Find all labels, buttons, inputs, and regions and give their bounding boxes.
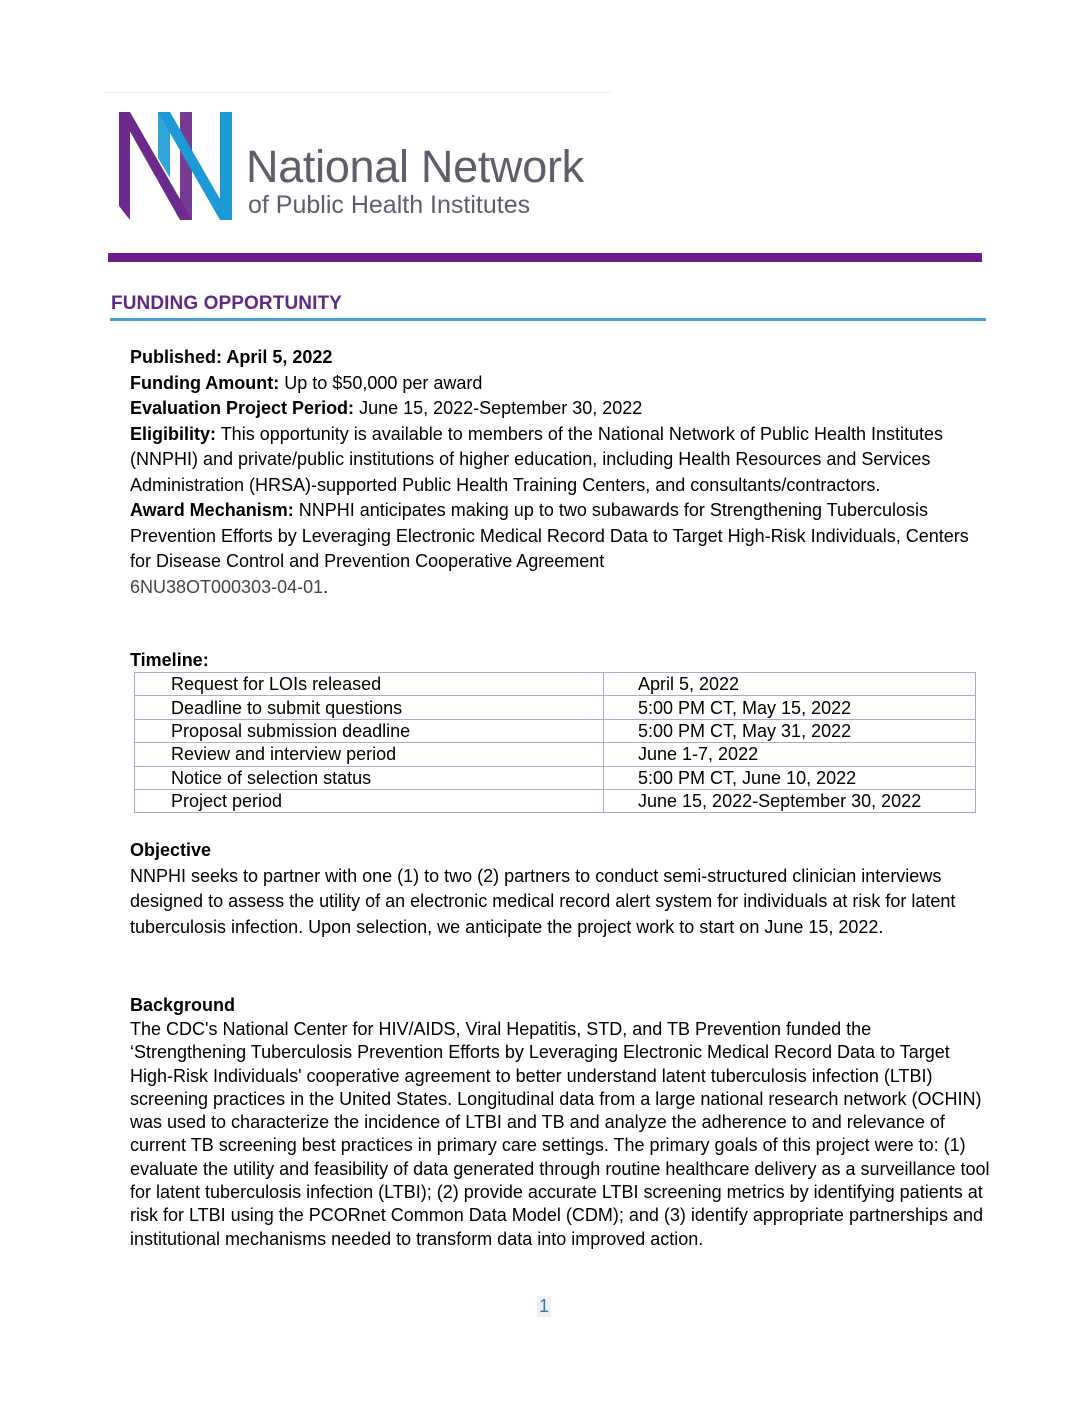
timeline-date: April 5, 2022 bbox=[604, 673, 976, 696]
timeline-table bbox=[134, 672, 976, 813]
background-text: The CDC's National Center for HIV/AIDS, Viral Hepatitis, STD, and TB Prevention funded the ‘Strengthening Tuberculosis Prevention Efforts by Leveraging Electronic Medical Record Data to Target High-Risk Individuals' cooperative agreement to better understand latent tuberculosis infection (LTBI) screening practices in the United States. Longitudinal data from a large national research network (OCHIN) was used to characterize the incidence of LTBI and TB and analyze the adherence to and relevance of current TB screening best practices in primary care settings. The primary goals of this project were to: (1) evaluate the utility and feasibility of data generated through routine healthcare delivery as a surveillance tool for latent tuberculosis infection (LTBI); (2) provide accurate LTBI screening metrics by identifying patients at risk for LTBI using the PCORnet Common Data Model (CDM); and (3) identify appropriate partnerships and institutional mechanisms needed to transform data into improved action. bbox=[130, 1019, 990, 1249]
table-row bbox=[135, 789, 976, 812]
timeline-date: 5:00 PM CT, May 15, 2022 bbox=[604, 696, 976, 719]
timeline-date: 5:00 PM CT, May 31, 2022 bbox=[604, 719, 976, 742]
table-row bbox=[135, 696, 976, 719]
funding-meta bbox=[130, 345, 990, 600]
objective-section bbox=[130, 838, 990, 940]
timeline-event: Notice of selection status bbox=[135, 766, 604, 789]
award-label: Award Mechanism: bbox=[130, 500, 294, 520]
funding-line bbox=[130, 371, 990, 397]
published-line bbox=[130, 345, 990, 371]
timeline-event: Proposal submission deadline bbox=[135, 719, 604, 742]
timeline-date: 5:00 PM CT, June 10, 2022 bbox=[604, 766, 976, 789]
org-name-line1: National Network bbox=[246, 141, 584, 192]
funding-label: Funding Amount: bbox=[130, 372, 280, 393]
timeline-date: June 1-7, 2022 bbox=[604, 743, 976, 766]
objective-heading: Objective bbox=[130, 840, 212, 860]
period-value: June 15, 2022-September 30, 2022 bbox=[354, 398, 643, 418]
section-title-underline bbox=[110, 318, 986, 321]
period-label: Evaluation Project Period: bbox=[130, 398, 355, 418]
table-row bbox=[135, 743, 976, 766]
background-heading: Background bbox=[130, 995, 236, 1015]
table-row bbox=[135, 719, 976, 742]
award-paragraph bbox=[130, 498, 990, 600]
timeline-event: Project period bbox=[135, 789, 604, 812]
grant-suffix: . bbox=[323, 576, 329, 597]
org-name-line2: of Public Health Institutes bbox=[248, 191, 531, 219]
timeline-heading: Timeline: bbox=[130, 650, 209, 670]
timeline-event: Review and interview period bbox=[135, 743, 604, 766]
timeline-event: Request for LOIs released bbox=[135, 673, 604, 696]
eligibility-text: This opportunity is available to members of the National Network of Public Health Institutes (NNPHI) and private/public institutions of higher education, including Health Resources and Services Administration (HRSA)-supported Public Health Training Centers, and consultants/contractors. bbox=[130, 423, 944, 495]
table-row bbox=[135, 766, 976, 789]
section-title: FUNDING OPPORTUNITY bbox=[111, 293, 342, 314]
header-top-rule bbox=[104, 92, 610, 93]
grant-number: 6NU38OT000303-04-01 bbox=[130, 576, 324, 597]
nnphi-logo bbox=[116, 108, 616, 228]
background-section bbox=[130, 993, 990, 1251]
table-row bbox=[135, 673, 976, 696]
eligibility-paragraph bbox=[130, 422, 990, 499]
published-label: Published: April 5, 2022 bbox=[130, 347, 333, 367]
funding-value: Up to $50,000 per award bbox=[279, 372, 483, 393]
award-text: NNPHI anticipates making up to two subawards for Strengthening Tuberculosis Prevention Efforts by Leveraging Electronic Medical Record Data to Target High-Risk Individuals, Centers for Disease Control and Prevention Cooperative Agreement bbox=[130, 500, 969, 571]
page-number: 1 bbox=[539, 1296, 550, 1316]
timeline-date: June 15, 2022-September 30, 2022 bbox=[604, 789, 976, 812]
timeline-event: Deadline to submit questions bbox=[135, 696, 604, 719]
eligibility-label: Eligibility: bbox=[130, 423, 217, 444]
period-line bbox=[130, 396, 990, 422]
header-purple-bar bbox=[108, 253, 982, 262]
objective-text: NNPHI seeks to partner with one (1) to two (2) partners to conduct semi-structured clinician interviews designed to assess the utility of an electronic medical record alert system for individuals at risk for latent tuberculosis infection. Upon selection, we anticipate the project work to start on June 15, 2022. bbox=[130, 865, 956, 937]
nnphi-logo-mark-icon bbox=[116, 108, 241, 228]
